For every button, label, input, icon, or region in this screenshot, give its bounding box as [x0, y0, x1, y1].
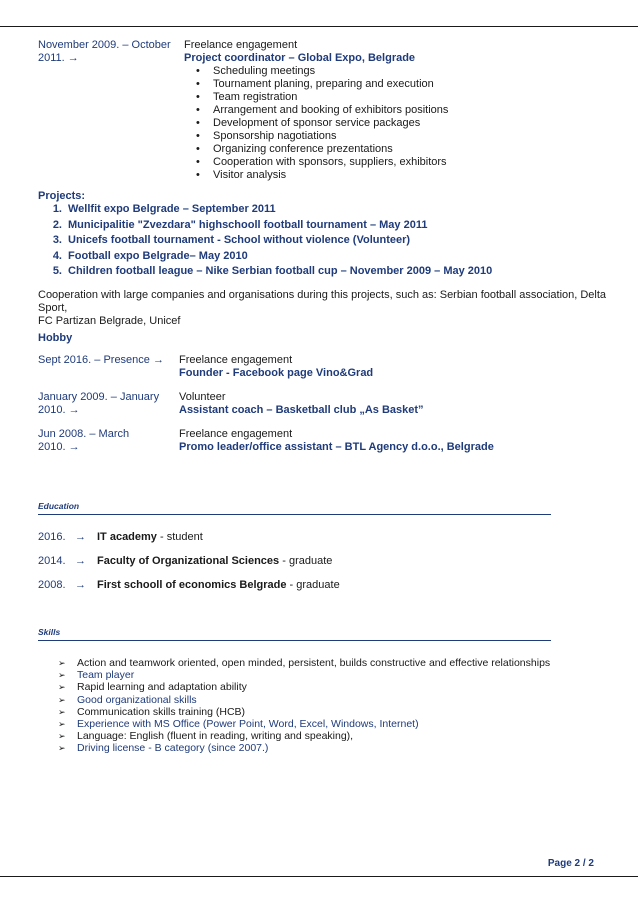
- project-number: 4.: [52, 249, 62, 262]
- hobby-entry-2: [179, 428, 494, 454]
- project-text: Unicefs football tournament - School without violence (Volunteer): [68, 234, 411, 246]
- education-row-2: [38, 578, 340, 592]
- hobby-date-0: [38, 354, 178, 367]
- skills-list: [58, 657, 550, 755]
- skill-text: Good organizational skills: [77, 693, 197, 706]
- job-date-line2: 2011. →: [38, 52, 79, 64]
- projects-heading: Projects:: [38, 190, 86, 202]
- job-task-text: Development of sponsor service packages: [213, 117, 421, 129]
- job-title: Project coordinator – Global Expo, Belgrade: [184, 52, 416, 64]
- skill-item: [58, 681, 550, 693]
- project-item: [38, 264, 492, 280]
- hobby-date-2-line1: Jun 2008. – March: [38, 428, 130, 440]
- arrow-bullet-icon: ➢: [58, 743, 66, 754]
- job-task-text: Organizing conference prezentations: [213, 143, 393, 155]
- skill-item: [58, 742, 550, 754]
- bullet-icon: •: [196, 143, 200, 155]
- projects-cooperation: [38, 289, 608, 328]
- job-task-text: Team registration: [213, 91, 298, 103]
- arrow-right-icon: →: [75, 579, 86, 591]
- project-number: 5.: [52, 265, 62, 277]
- skill-item: [58, 718, 550, 730]
- hobby-title-2: Promo leader/office assistant – BTL Agency d.o.o., Belgrade: [179, 441, 494, 453]
- bullet-icon: •: [196, 130, 200, 142]
- bullet-icon: •: [196, 104, 200, 116]
- education-school-1: Faculty of Organizational Sciences: [97, 555, 280, 567]
- education-rule: [38, 514, 551, 515]
- arrow-bullet-icon: ➢: [58, 658, 66, 668]
- job-task-item: [184, 130, 448, 143]
- hobby-type-2: Freelance engagement: [179, 428, 293, 440]
- hobby-type-1: Volunteer: [179, 391, 226, 403]
- skill-item: [58, 657, 550, 669]
- job-date: [38, 39, 178, 65]
- arrow-bullet-icon: ➢: [58, 670, 66, 681]
- arrow-right-icon: →: [75, 531, 86, 543]
- project-text: Wellfit expo Belgrade – September 2011: [68, 203, 276, 215]
- skill-text: Rapid learning and adaptation ability: [77, 681, 247, 694]
- project-text: Football expo Belgrade– May 2010: [68, 249, 248, 262]
- education-school-0: IT academy: [97, 531, 157, 543]
- arrow-bullet-icon: ➢: [58, 719, 66, 730]
- hobby-date-1-line1: January 2009. – January: [38, 391, 160, 403]
- hobby-entry-1: [179, 391, 424, 417]
- bullet-icon: •: [196, 156, 200, 168]
- hobby-date-2: [38, 428, 178, 454]
- job-task-item: [184, 117, 448, 130]
- skills-rule: [38, 640, 551, 641]
- education-status-2: - graduate: [286, 579, 340, 591]
- bullet-icon: •: [196, 117, 200, 129]
- skill-item: [58, 730, 550, 742]
- arrow-right-icon: →: [75, 555, 86, 567]
- job-task-text: Tournament planing, preparing and execution: [213, 78, 434, 90]
- job-task-item: [184, 143, 448, 156]
- job-date-line1: November 2009. – October: [38, 39, 171, 51]
- skill-text: Communication skills training (HCB): [77, 705, 246, 718]
- cooperation-line1: Cooperation with large companies and organisations during this projects, such as: Serbian football association, Delta Sport,: [38, 289, 607, 314]
- education-row-0: [38, 530, 203, 544]
- bottom-rule: [0, 876, 638, 877]
- education-heading: Education: [38, 501, 80, 511]
- project-item: [38, 202, 492, 218]
- hobby-date-1: [38, 391, 178, 417]
- page-number: Page 2 / 2: [547, 858, 594, 869]
- hobby-date-0-line1: Sept 2016. – Presence →: [38, 354, 164, 366]
- arrow-bullet-icon: ➢: [58, 682, 66, 693]
- hobby-type-0: Freelance engagement: [179, 354, 293, 366]
- skill-text: Experience with MS Office (Power Point, Word, Excel, Windows, Internet): [77, 718, 419, 731]
- job-task-item: [184, 91, 448, 104]
- job-task-item: [184, 78, 448, 91]
- education-year-2: 2008.: [38, 579, 66, 591]
- education-status-0: - student: [156, 531, 203, 543]
- skill-text: Driving license - B category (since 2007.): [77, 742, 269, 755]
- project-number: 1.: [52, 203, 62, 215]
- education-status-1: - graduate: [279, 555, 333, 567]
- job-task-text: Sponsorship nagotiations: [213, 130, 337, 142]
- job-task-text: Scheduling meetings: [213, 65, 316, 77]
- job-task-item: [184, 169, 448, 182]
- cooperation-line2: FC Partizan Belgrade, Unicef: [38, 315, 181, 327]
- bullet-icon: •: [196, 169, 200, 181]
- skills-heading: Skills: [38, 627, 61, 637]
- job-task-text: Arrangement and booking of exhibitors positions: [213, 104, 449, 116]
- education-school-2: First schooll of economics Belgrade: [97, 579, 287, 591]
- arrow-bullet-icon: ➢: [58, 706, 66, 717]
- skill-item: [58, 706, 550, 718]
- project-number: 2.: [52, 218, 62, 231]
- job-entry: [184, 39, 448, 182]
- education-year-0: 2016.: [38, 531, 66, 543]
- hobby-heading: Hobby: [38, 332, 73, 344]
- education-year-1: 2014.: [38, 555, 66, 567]
- skill-text: Action and teamwork oriented, open minded, persistent, builds constructive and effective relationships: [77, 657, 551, 669]
- hobby-date-2-line2: 2010. →: [38, 441, 80, 453]
- arrow-bullet-icon: ➢: [58, 731, 66, 742]
- project-text: Children football league – Nike Serbian football cup – November 2009 – May 2010: [68, 265, 493, 277]
- hobby-entry-0: [179, 354, 373, 380]
- bullet-icon: •: [196, 91, 200, 103]
- project-text: Municipalitie "Zvezdara" highschooll football tournament – May 2011: [68, 218, 428, 231]
- skill-text: Language: English (fluent in reading, writing and speaking),: [77, 730, 354, 743]
- bullet-icon: •: [196, 65, 200, 77]
- job-task-list: [184, 65, 448, 182]
- hobby-title-1: Assistant coach – Basketball club „As Basket”: [179, 404, 424, 416]
- hobby-date-1-line2: 2010. →: [38, 404, 80, 416]
- hobby-title-0: Founder - Facebook page Vino&Grad: [179, 367, 374, 379]
- projects-list: [38, 202, 492, 280]
- project-number: 3.: [52, 234, 62, 246]
- job-task-item: [184, 65, 448, 78]
- job-task-item: [184, 104, 448, 117]
- project-item: [38, 218, 492, 234]
- project-item: [38, 233, 492, 249]
- job-task-text: Visitor analysis: [213, 169, 287, 181]
- skill-text: Team player: [77, 669, 135, 682]
- arrow-bullet-icon: ➢: [58, 694, 66, 705]
- job-type: Freelance engagement: [184, 39, 298, 51]
- bullet-icon: •: [196, 78, 200, 90]
- skill-item: [58, 669, 550, 681]
- education-row-1: [38, 554, 332, 568]
- skill-item: [58, 694, 550, 706]
- job-task-text: Cooperation with sponsors, suppliers, exhibitors: [213, 156, 447, 168]
- top-rule: [0, 26, 638, 27]
- job-task-item: [184, 156, 448, 169]
- project-item: [38, 249, 492, 265]
